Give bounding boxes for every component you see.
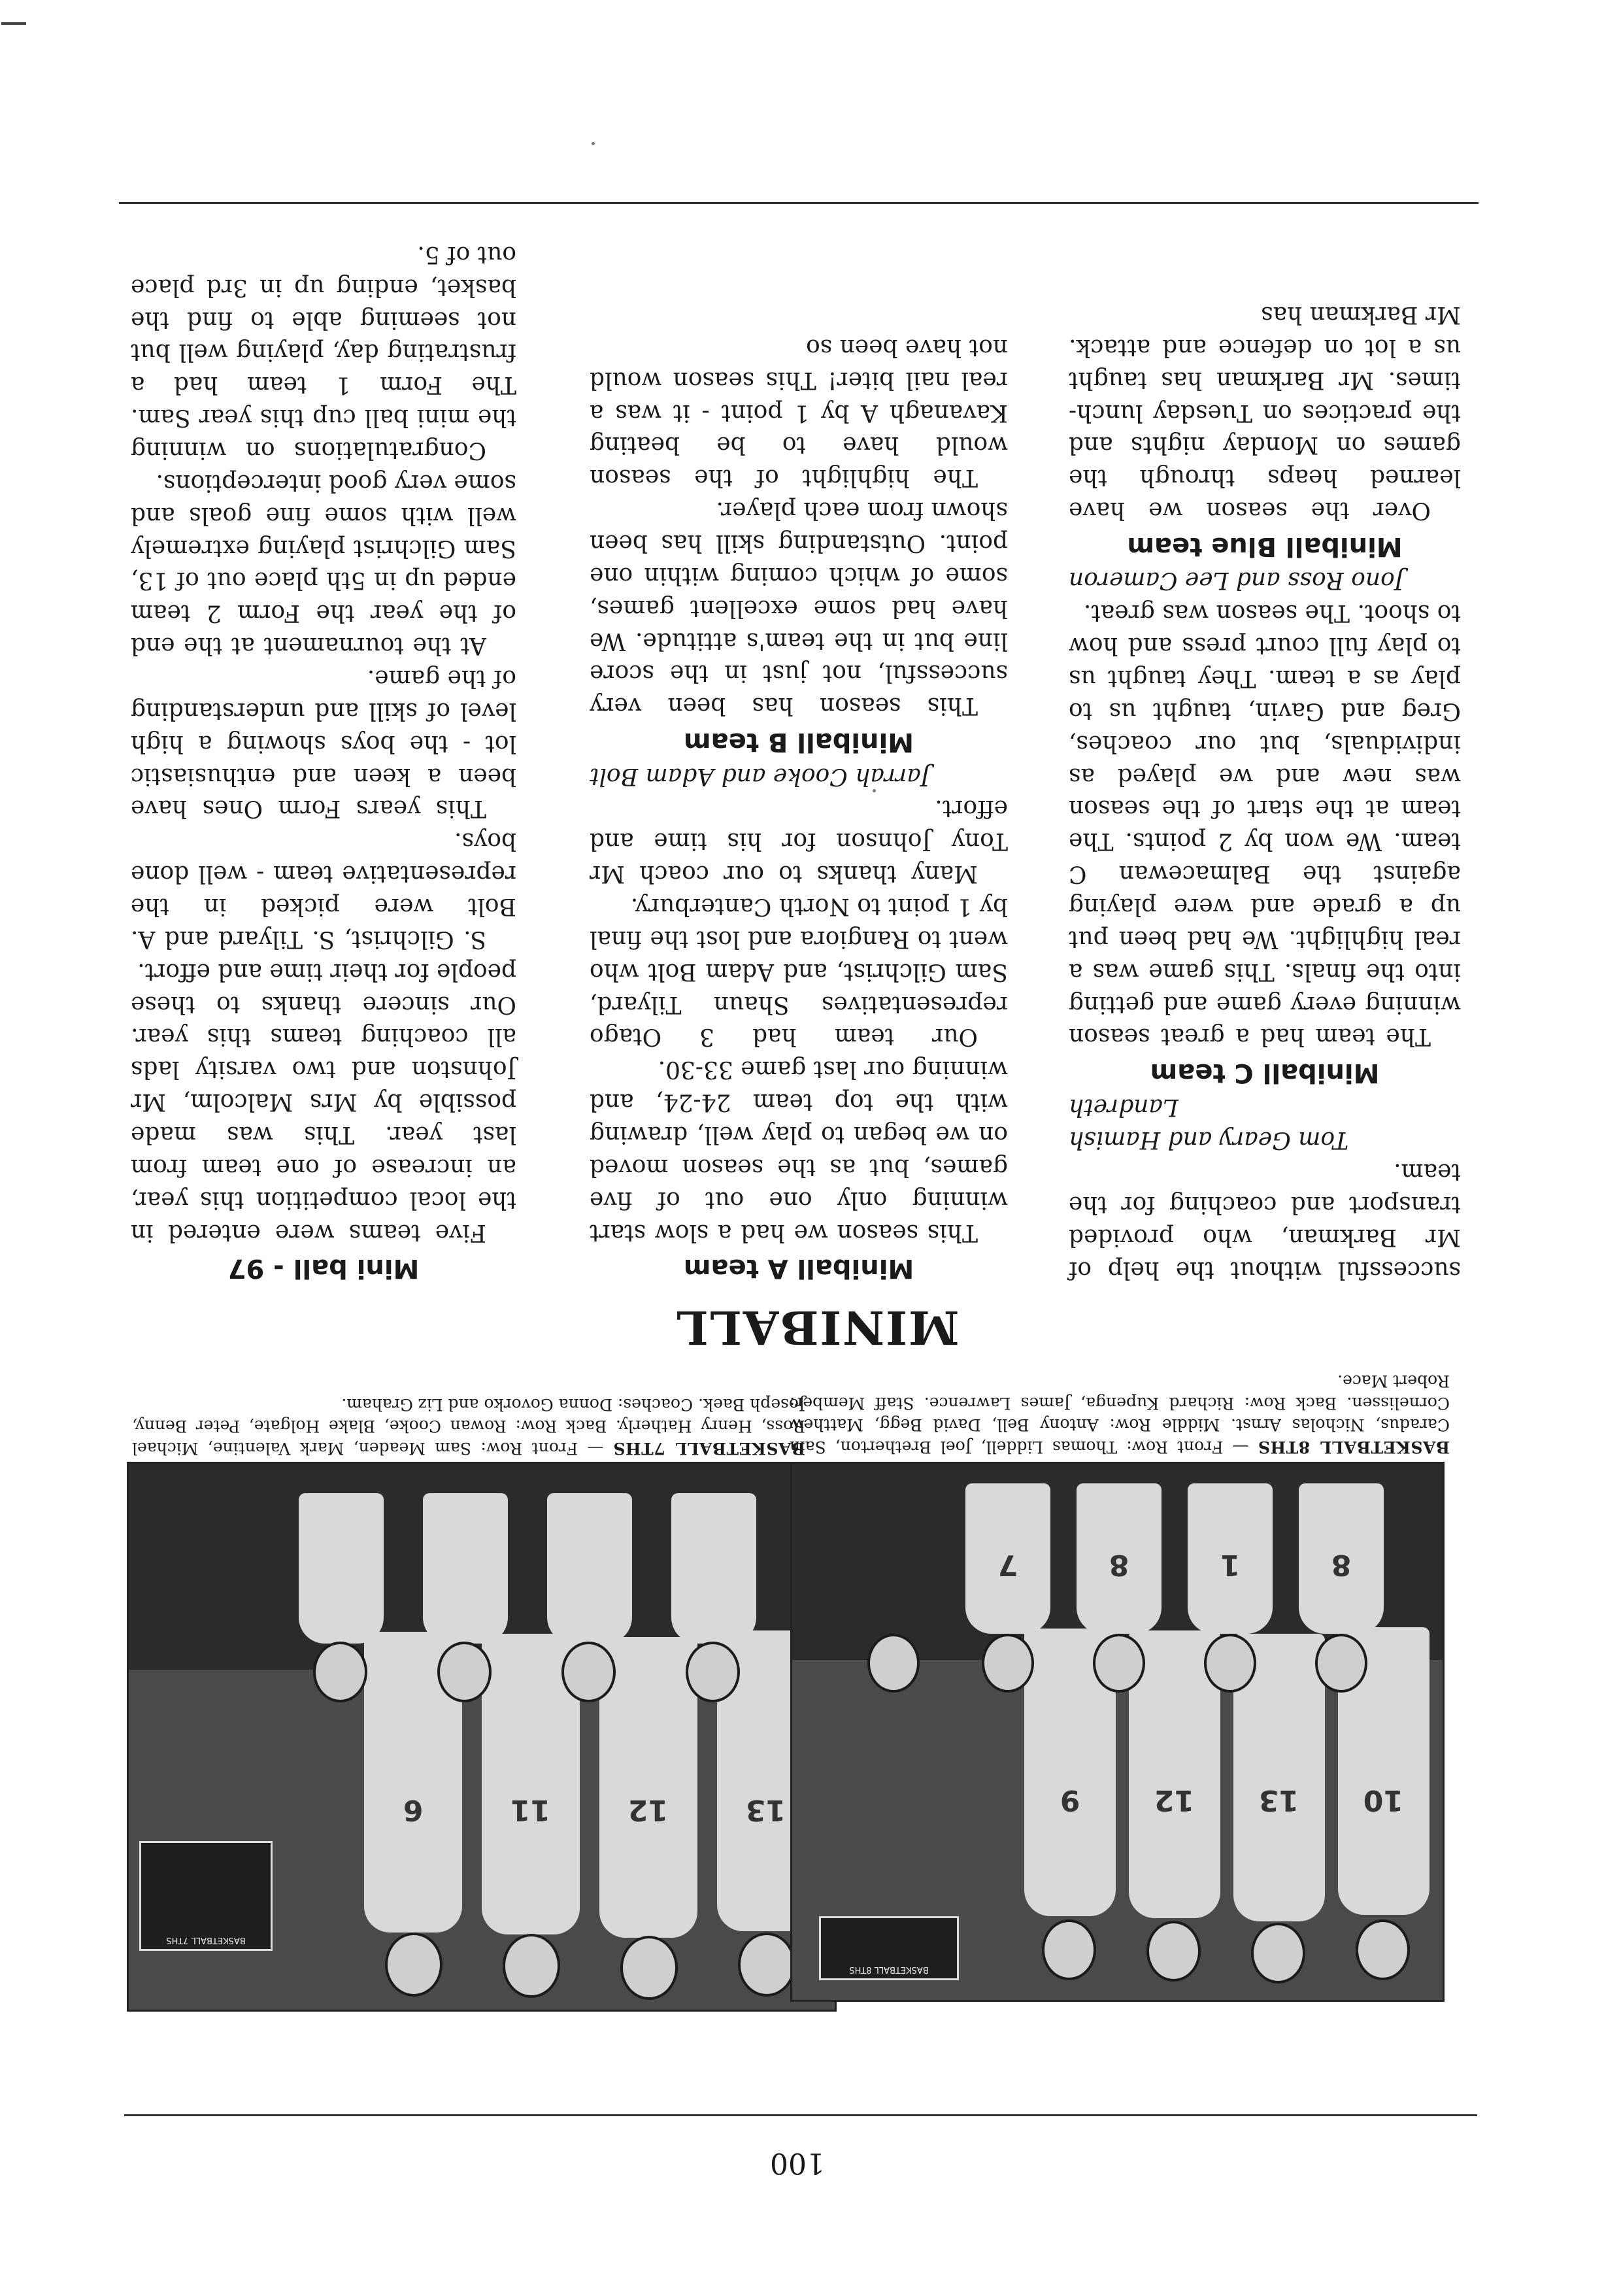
player-head <box>503 1934 560 1998</box>
player-head <box>867 1634 920 1693</box>
paragraph: This years Form Ones have been a keen and enthusiastic lot - the boys showing a high level of skill and understanding of the game. <box>131 665 516 822</box>
author-signature: Tom Geary and Hamish Landreth <box>1069 1093 1349 1153</box>
team-placard: BASKETBALL 7THS <box>139 1841 273 1951</box>
paragraph: The highlight of the season would have to be beating Kavanagh A by 1 point - it was a real nail biter! This season would not have been so <box>590 333 1008 492</box>
player-head <box>982 1634 1034 1693</box>
player-head <box>1093 1634 1145 1693</box>
scan-edge-mark <box>1 22 26 25</box>
paragraph: At the tournament at the end of the year the Form 2 team ended up in 5th place out of 13, Sam Gilchrist playing extremely well with some fine goals and some very good interceptions. <box>131 469 516 660</box>
paragraph: successful without the help of Mr Barkman, who provided transport and coaching for the team. <box>1069 1158 1461 1283</box>
page-number: 100 <box>770 2146 825 2180</box>
player-head <box>1251 1923 1305 1984</box>
jersey-number: 8 <box>1331 1548 1352 1581</box>
paragraph: Congratulations on winning the mini ball cup this year Sam. The Form 1 team had a frustrating day, playing well but not seeming able to find the basket, ending up in 3rd place out of 5. <box>131 241 516 464</box>
jersey-number: 13 <box>745 1793 786 1827</box>
jersey-number: 1 <box>1220 1548 1241 1581</box>
paragraph: Our team had 3 Otago representatives Shaun Tilyard, Sam Gilchrist, and Adam Bolt who went to Rangiora and lost the final by 1 point to North Canterbury. <box>590 893 1008 1051</box>
jersey-number: 13 <box>1258 1783 1299 1817</box>
paragraph: Five teams were entered in the local competition this year, an increase of one team from last year. This was made possible by Mrs Malcolm, Mr Johnston and two varsity lads all coaching teams this year. Our sincere thanks to these people for their time and effort. <box>131 958 516 1246</box>
player-head <box>561 1642 616 1702</box>
caption-text: — Front Row: Thomas Liddell, Joel Bretherton, Sam Caradus, Nicholas Arnst. Middle Row: Antony Bell, David Begg, Matthew Cornelissen. Back Row: Richard Kupenga, James Lawrence. Staff Member: Robert Mace. <box>790 1372 1450 1457</box>
caption-label: BASKETBALL 8THS <box>1258 1438 1450 1457</box>
footer-rule <box>124 2114 1477 2116</box>
player-head <box>313 1642 367 1702</box>
player-head <box>1204 1634 1256 1693</box>
player-figure <box>547 1493 632 1644</box>
column-mini-ball <box>131 238 516 1286</box>
player-head <box>738 1933 795 1997</box>
player-head <box>1315 1634 1367 1693</box>
column-miniball-a-b <box>590 331 1008 1286</box>
jersey-number: 12 <box>1154 1783 1194 1817</box>
jersey-number: 6 <box>403 1793 424 1827</box>
paragraph: S. Gilchrist, S. Tilyard and A. Bolt were picked in the representative team - well done boys. <box>131 828 516 953</box>
paragraph: Over the season we have learned heaps through the games on Monday nights and the practices on Tuesday lunch-times. Mr Barkman has taught us a lot on defence and attack. Mr Barkman has <box>1069 301 1461 524</box>
player-head <box>1146 1921 1201 1982</box>
player-head <box>1042 1919 1096 1980</box>
caption-label: BASKETBALL 7THS <box>612 1439 805 1458</box>
page-title: MINIBALL <box>675 1300 960 1355</box>
scan-speck <box>592 142 595 145</box>
player-head <box>385 1933 443 1997</box>
player-figure <box>423 1493 508 1644</box>
header-rule <box>119 202 1479 204</box>
player-head <box>620 1936 678 2000</box>
paragraph: This season has been very successful, not just in the score line but in the team's attitude. We have had some excellent games, some of which coming within one point. Outstanding skill has been shown from each player. <box>590 497 1008 720</box>
jersey-number: 9 <box>1060 1783 1080 1817</box>
player-head <box>1356 1919 1410 1980</box>
author-signature: Jarrah Cooke and Adam Bolt <box>590 762 931 790</box>
player-figure <box>671 1493 756 1644</box>
player-figure <box>299 1493 384 1644</box>
jersey-number: 7 <box>997 1548 1018 1581</box>
section-heading: Miniball Blue team <box>1127 531 1403 562</box>
section-heading: Miniball A team <box>683 1253 914 1283</box>
caption-text: — Front Row: Sam Meaden, Mark Valentine, Michael Ross, Henry Hatherly. Back Row: Rowan Cooke, Blake Holgate, Peter Benny, Joseph Baek. Coaches: Donna Govorko and Liz Graham. <box>132 1395 805 1458</box>
team-photo-8ths <box>790 1462 1445 2002</box>
section-heading: Mini ball - 97 <box>227 1253 420 1283</box>
paragraph: Many thanks to our coach Mr Tony Johnson for his time and effort. <box>590 795 1008 888</box>
team-placard: BASKETBALL 8THS <box>819 1916 959 1980</box>
jersey-number: 11 <box>510 1793 550 1827</box>
author-signature: Jono Ross and Lee Cameron <box>1069 567 1405 594</box>
player-head <box>686 1642 740 1702</box>
photo-caption-8ths <box>790 1370 1450 1458</box>
jersey-number: 12 <box>627 1793 668 1827</box>
team-photo-7ths <box>127 1462 837 2012</box>
paragraph: The team had a great season winning every game and getting into the finals. This game was a real highlight. We had been put up a grade and were playing against the Balmacewan C team. We won by 2 points. The team at the start of the season was new and we played as individuals, but our coaches, Greg and Gavin, taught us to play as a team. They taught us to play full court press and how to shoot. The season was great. <box>1069 599 1461 1051</box>
jersey-number: 10 <box>1363 1783 1403 1817</box>
photo-caption-7ths <box>132 1394 805 1460</box>
paragraph: This season we had a slow start winning only one out of five games, but as the season moved on we began to play well, drawing with the top team 24-24, and winning our last game 33-30. <box>590 1056 1008 1246</box>
column-miniball-c-blue <box>1069 298 1461 1286</box>
section-heading: Miniball C team <box>1150 1057 1380 1088</box>
jersey-number: 8 <box>1109 1548 1129 1581</box>
player-head <box>437 1642 492 1702</box>
section-heading: Miniball B team <box>684 726 914 757</box>
